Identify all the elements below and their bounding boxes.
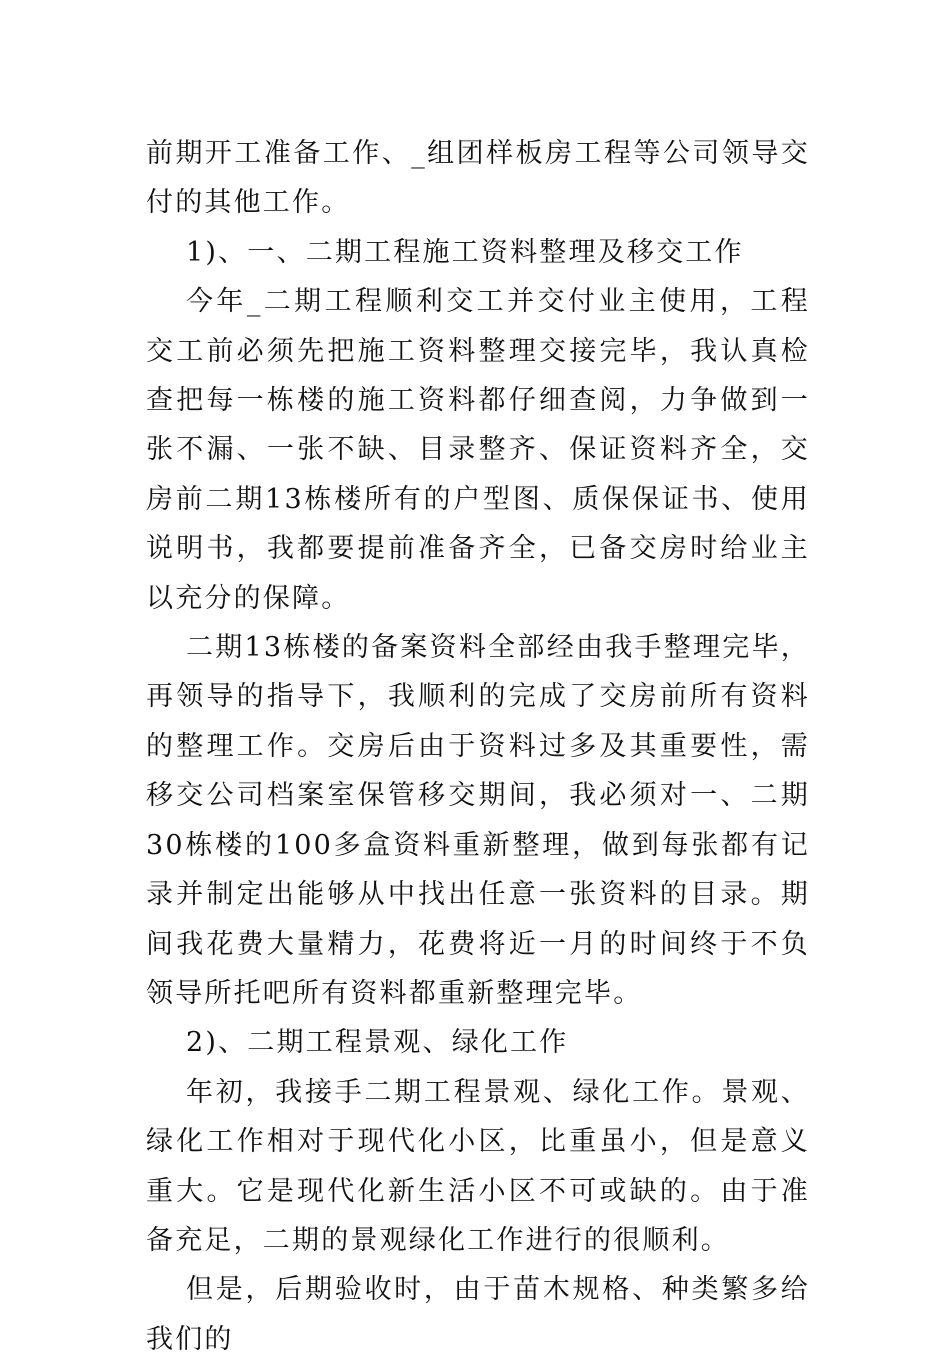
paragraph-continuation: 前期开工准备工作、_组团样板房工程等公司领导交付的其他工作。 — [146, 138, 810, 219]
paragraph-handover: 今年_二期工程顺利交工并交付业主使用，工程交工前必须先把施工资料整理交接完毕，我认真检查把每一栋楼的施工资料都仔细查阅，力争做到一张不漏、一张不缺、目录整齐、保证资料齐全，交房前二期13栋楼所有的户型图、质保保证书、使用说明书，我都要提前准备齐全，已备交房时给业主以充分的保障。 — [146, 286, 810, 614]
section-heading-2: 2)、二期工程景观、绿化工作 — [186, 1027, 569, 1059]
section-heading-1: 1)、一、二期工程施工资料整理及移交工作 — [186, 236, 744, 268]
document-body — [146, 129, 810, 1364]
paragraph-archive: 二期13栋楼的备案资料全部经由我手整理完毕，再领导的指导下，我顺利的完成了交房前所有资料的整理工作。交房后由于资料过多及其重要性，需移交公司档案室保管移交期间，我必须对一、二期30栋楼的100多盒资料重新整理，做到每张都有记录并制定出能够从中找出任意一张资料的目录。期间我花费大量精力，花费将近一月的时间终于不负领导所托吧所有资料都重新整理完毕。 — [146, 632, 810, 1009]
paragraph-acceptance: 但是，后期验收时，由于苗木规格、种类繁多给我们的 — [146, 1274, 810, 1355]
paragraph-landscape: 年初，我接手二期工程景观、绿化工作。景观、绿化工作相对于现代化小区，比重虽小，但是意义重大。它是现代化新生活小区不可或缺的。由于准备充足，二期的景观绿化工作进行的很顺利。 — [146, 1076, 810, 1256]
